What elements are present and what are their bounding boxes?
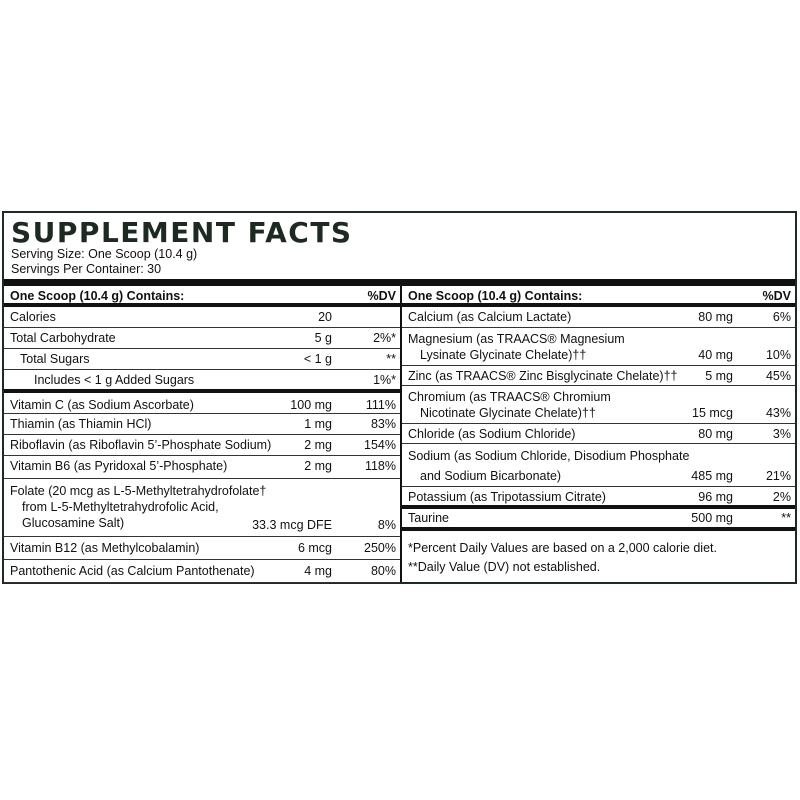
nutrient-amount: 500 mg [691,511,733,525]
nutrient-dv: 45% [765,369,791,383]
nutrient-amount: 5 mg [705,369,733,383]
nutrient-row [402,444,795,487]
nutrient-row [402,424,795,444]
left-header-label: One Scoop (10.4 g) Contains: [10,289,185,303]
nutrient-dv: 83% [370,417,396,431]
nutrient-name-line: from L-5-Methyltetrahydrofolic Acid, [22,500,219,514]
nutrient-name [408,448,689,484]
nutrient-name: Thiamin (as Thiamin HCl) [10,417,152,431]
nutrient-row [4,435,400,456]
nutrient-dv: 118% [364,459,396,473]
nutrient-dv: ** [386,352,396,366]
nutrient-amount: 5 g [314,331,332,345]
nutrient-name [408,331,625,363]
nutrient-amount: < 1 g [303,352,332,366]
nutrient-amount: 40 mg [698,348,733,362]
serving-size: Serving Size: One Scoop (10.4 g) [11,247,198,261]
nutrient-amount: 100 mg [290,398,332,412]
nutrient-row [4,537,400,560]
nutrient-name [408,389,611,421]
nutrient-dv: 2%* [373,331,396,345]
nutrient-name: Total Carbohydrate [10,331,116,345]
left-column [4,286,400,583]
nutrient-amount: 6 mcg [297,541,332,555]
nutrient-name-line: Magnesium (as TRAACS® Magnesium [408,332,625,346]
nutrient-amount: 96 mg [698,490,733,504]
nutrient-amount: 15 mcg [692,406,733,420]
nutrient-name: Pantothenic Acid (as Calcium Pantothenate) [10,564,255,578]
nutrient-row [402,386,795,424]
nutrient-row [4,479,400,537]
nutrient-dv: 6% [772,310,791,324]
nutrient-row [402,509,795,531]
nutrient-amount: 2 mg [304,459,332,473]
header-rule [4,279,795,286]
nutrient-amount: 485 mg [691,469,733,483]
nutrient-name: Vitamin B6 (as Pyridoxal 5’-Phosphate) [10,459,228,473]
nutrient-dv: 80% [370,564,396,578]
nutrient-name-line: Glucosamine Salt) [22,516,125,530]
nutrient-row [4,414,400,435]
nutrient-dv: ** [781,511,791,525]
nutrient-dv: 111% [365,398,396,412]
nutrient-name-line: Sodium (as Sodium Chloride, Disodium Phosphate [408,449,690,463]
nutrient-row [402,328,795,366]
nutrient-name: Chloride (as Sodium Chloride) [408,427,576,441]
nutrient-name-line: Nicotinate Glycinate Chelate)†† [420,406,596,420]
nutrient-row [4,393,400,414]
nutrient-name: Vitamin B12 (as Methylcobalamin) [10,541,200,555]
nutrient-amount: 20 [318,310,332,324]
nutrient-name: Vitamin C (as Sodium Ascorbate) [10,398,194,412]
left-header-dv: %DV [367,289,396,303]
nutrient-dv: 21% [765,469,791,483]
footnote-dv-not-established: **Daily Value (DV) not established. [408,560,601,574]
nutrient-dv: 3% [772,427,791,441]
nutrient-row [402,307,795,328]
nutrient-row [4,307,400,328]
right-header-dv: %DV [762,289,791,303]
nutrient-row [4,456,400,479]
nutrient-row [4,349,400,370]
nutrient-name: Calories [10,310,56,324]
nutrient-name: Total Sugars [20,352,90,366]
nutrient-dv: 1%* [373,373,396,387]
nutrient-dv: 2% [772,490,791,504]
nutrient-name [10,483,266,531]
nutrient-row [402,487,795,509]
nutrient-name: Riboflavin (as Riboflavin 5’-Phosphate Sodium) [10,438,272,452]
nutrient-amount: 2 mg [304,438,332,452]
nutrient-row [4,370,400,393]
nutrient-amount: 80 mg [698,310,733,324]
nutrient-name-line: Chromium (as TRAACS® Chromium [408,390,611,404]
nutrient-dv: 8% [377,518,396,532]
footnote-spacer [402,531,795,540]
footnote-dv: *Percent Daily Values are based on a 2,000 calorie diet. [408,541,717,555]
right-header-label: One Scoop (10.4 g) Contains: [408,289,583,303]
supplement-facts-panel [2,211,797,584]
nutrient-amount: 33.3 mcg DFE [252,518,332,532]
right-column [402,286,795,575]
nutrient-name-line: Folate (20 mcg as L-5-Methyltetrahydrofolate† [10,484,267,498]
nutrient-name: Zinc (as TRAACS® Zinc Bisglycinate Chelate)†† [408,369,678,383]
nutrient-dv: 43% [765,406,791,420]
nutrient-name-line: Lysinate Glycinate Chelate)†† [420,348,587,362]
nutrient-name-line: and Sodium Bicarbonate) [420,469,562,483]
nutrient-row [402,366,795,386]
nutrient-amount: 1 mg [304,417,332,431]
nutrient-amount: 4 mg [304,564,332,578]
nutrient-name: Taurine [408,511,449,525]
nutrient-amount: 80 mg [698,427,733,441]
nutrient-dv: 154% [364,438,396,452]
nutrient-dv: 250% [364,541,396,555]
panel-title: SUPPLEMENT FACTS [11,216,353,249]
nutrient-dv: 10% [765,348,791,362]
servings-per-container: Servings Per Container: 30 [11,262,162,276]
serving-info [11,247,197,277]
nutrient-name: Potassium (as Tripotassium Citrate) [408,490,606,504]
left-column-header [4,286,400,307]
nutrient-row [4,560,400,583]
nutrient-name: Calcium (as Calcium Lactate) [408,310,572,324]
nutrient-name: Includes < 1 g Added Sugars [34,373,195,387]
right-column-header [402,286,795,307]
nutrient-row [4,328,400,349]
